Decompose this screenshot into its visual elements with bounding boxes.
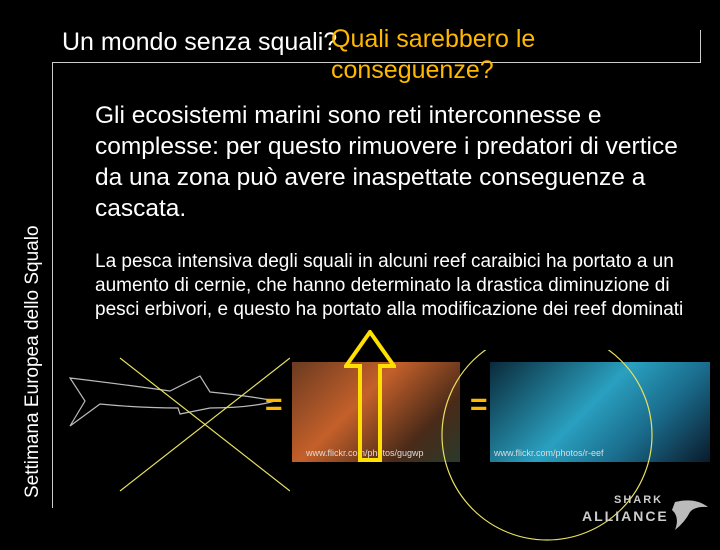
photo-credit-2: www.flickr.com/photos/r-eef (494, 448, 604, 458)
photo-credit-1: www.flickr.com/photos/gugwp (306, 448, 424, 458)
sidebar-title: Settimana Europea dello Squalo (22, 225, 43, 498)
equals-sign-2: = (470, 388, 488, 421)
logo-line1: SHARK (614, 494, 664, 506)
shark-crossed-image (60, 356, 290, 496)
divider-vertical (52, 62, 53, 508)
divider-right (700, 30, 701, 63)
logo-line2: ALLIANCE (582, 508, 669, 524)
equals-sign-1: = (265, 388, 283, 421)
page-title: Un mondo senza squali? (62, 28, 338, 56)
example-paragraph: La pesca intensiva degli squali in alcuni reef caraibici ha portato a un aumento di cernie, che hanno determinato la drastica diminuzione di pesci erbivori, e questo ha portato alla modificazione dei reef dominati (95, 251, 684, 320)
shark-silhouette (70, 376, 275, 426)
page-subtitle: Quali sarebbero le conseguenze? (331, 25, 536, 84)
intro-paragraph: Gli ecosistemi marini sono reti interconnesse e complesse: per questo rimuovere i predatori di vertice da una zona può avere inaspettate conseguenze a cascata. (95, 102, 678, 222)
